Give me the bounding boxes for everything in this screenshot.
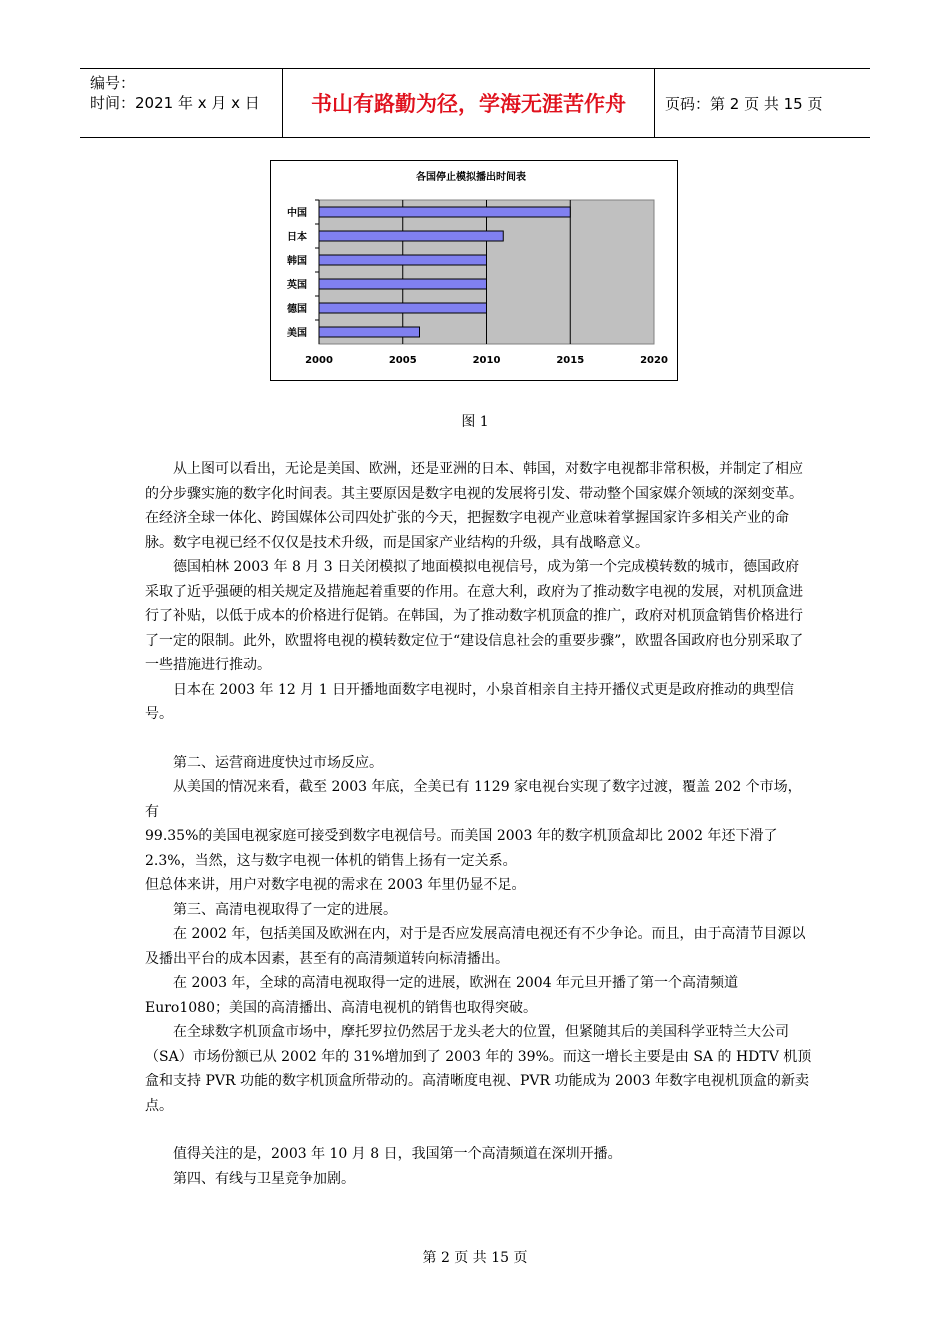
y-tick-label: 中国 bbox=[287, 208, 307, 219]
x-tick-label: 2015 bbox=[556, 355, 585, 366]
page-header bbox=[80, 68, 870, 138]
header-page-label: 页码：第 2 页 共 15 页 bbox=[665, 94, 823, 113]
bar bbox=[319, 255, 487, 265]
document-number-label: 编号： bbox=[90, 74, 136, 92]
x-tick-label: 2010 bbox=[472, 355, 501, 366]
paragraph-line: 99.35%的美国电视家庭可接受到数字电视信号。而美国 2003 年的数字机顶盒却比 2002 年还下滑了 bbox=[145, 828, 778, 844]
section-heading: 第四、有线与卫星竞争加剧。 bbox=[173, 1170, 355, 1187]
paragraph: 德国柏林 2003 年 8 月 3 日关闭模拟了地面模拟电视信号，成为第一个完成模转数的城市，德国政府采取了近乎强硬的相关规定及措施起着重要的作用。在意大利，政府为了推动数字电视的发展，对机顶盒进行了补贴，以低于成本的价格进行促销。在韩国，为了推动数字机顶盒的推广，政府对机顶盒销售价格进行了一定的限制。此外，欧盟将电视的模转数定位于“建设信息社会的重要步骤”，欧盟各国政府也分别采取了一些措施进行推动。 bbox=[145, 559, 804, 673]
paragraph: 从美国的情况来看，截至 2003 年底，全美已有 1129 家电视台实现了数字过渡，覆盖 202 个市场，有 bbox=[145, 779, 802, 820]
y-tick-label: 韩国 bbox=[287, 256, 307, 267]
paragraph-line: 2.3%，当然，这与数字电视一体机的销售上扬有一定关系。 bbox=[145, 852, 517, 869]
header-motto: 书山有路勤为径，学海无涯苦作舟 bbox=[282, 69, 655, 137]
figure-caption: 图 1 bbox=[461, 414, 489, 430]
y-tick-label: 英国 bbox=[287, 280, 307, 291]
paragraph-line: 但总体来讲，用户对数字电视的需求在 2003 年里仍显不足。 bbox=[145, 877, 526, 893]
page-footer: 第 2 页 共 15 页 bbox=[422, 1250, 528, 1266]
paragraph: 在 2003 年，全球的高清电视取得一定的进展，欧洲在 2004 年元旦开播了第一个高清频道 Euro1080；美国的高清播出、高清电视机的销售也取得突破。 bbox=[145, 975, 739, 1016]
x-tick-label: 2005 bbox=[388, 355, 417, 366]
y-tick-label: 德国 bbox=[287, 304, 307, 315]
bar bbox=[319, 207, 570, 217]
x-tick-label: 2000 bbox=[305, 355, 333, 366]
bar bbox=[319, 279, 487, 289]
paragraph: 在全球数字机顶盒市场中，摩托罗拉仍然居于龙头老大的位置，但紧随其后的美国科学亚特兰大公司（SA）市场份额已从 2002 年的 31%增加到了 2003 年的 39%。而这一增长主要是由 SA 的 HDTV 机顶盒和支持 PVR 功能的数字机顶盒所带动的。高清晰度电视、PVR 功能成为 2003 年数字电视机顶盒的新卖点。 bbox=[145, 1024, 812, 1114]
document-time-label: 时间：2021 年 x 月 x 日 bbox=[90, 94, 260, 112]
paragraph: 日本在 2003 年 12 月 1 日开播地面数字电视时，小泉首相亲自主持开播仪式更是政府推动的典型信号。 bbox=[145, 681, 795, 722]
header-info bbox=[80, 69, 282, 137]
bar bbox=[319, 327, 420, 337]
x-tick-label: 2020 bbox=[640, 355, 668, 366]
y-tick-label: 日本 bbox=[287, 232, 307, 243]
bar-chart bbox=[270, 160, 678, 381]
bar bbox=[319, 231, 503, 241]
bar-chart-svg bbox=[271, 161, 677, 380]
section-heading: 第三、高清电视取得了一定的进展。 bbox=[173, 901, 397, 918]
paragraph: 值得关注的是，2003 年 10 月 8 日，我国第一个高清频道在深圳开播。 bbox=[173, 1146, 622, 1162]
bar bbox=[319, 303, 487, 313]
paragraph: 在 2002 年，包括美国及欧洲在内，对于是否应发展高清电视还有不少争论。而且，由于高清节目源以及播出平台的成本因素，甚至有的高清频道转向标清播出。 bbox=[145, 926, 806, 967]
y-tick-label: 美国 bbox=[287, 328, 307, 339]
body-text bbox=[145, 457, 813, 1191]
chart-title: 各国停止模拟播出时间表 bbox=[416, 172, 526, 183]
paragraph: 从上图可以看出，无论是美国、欧洲，还是亚洲的日本、韩国，对数字电视都非常积极，并制定了相应的分步骤实施的数字化时间表。其主要原因是数字电视的发展将引发、带动整个国家媒介领域的深刻变革。在经济全球一体化、跨国媒体公司四处扩张的今天，把握数字电视产业意味着掌握国家许多相关产业的命脉。数字电视已经不仅仅是技术升级，而是国家产业结构的升级，具有战略意义。 bbox=[145, 461, 803, 551]
section-heading: 第二、运营商进度快过市场反应。 bbox=[173, 754, 383, 771]
